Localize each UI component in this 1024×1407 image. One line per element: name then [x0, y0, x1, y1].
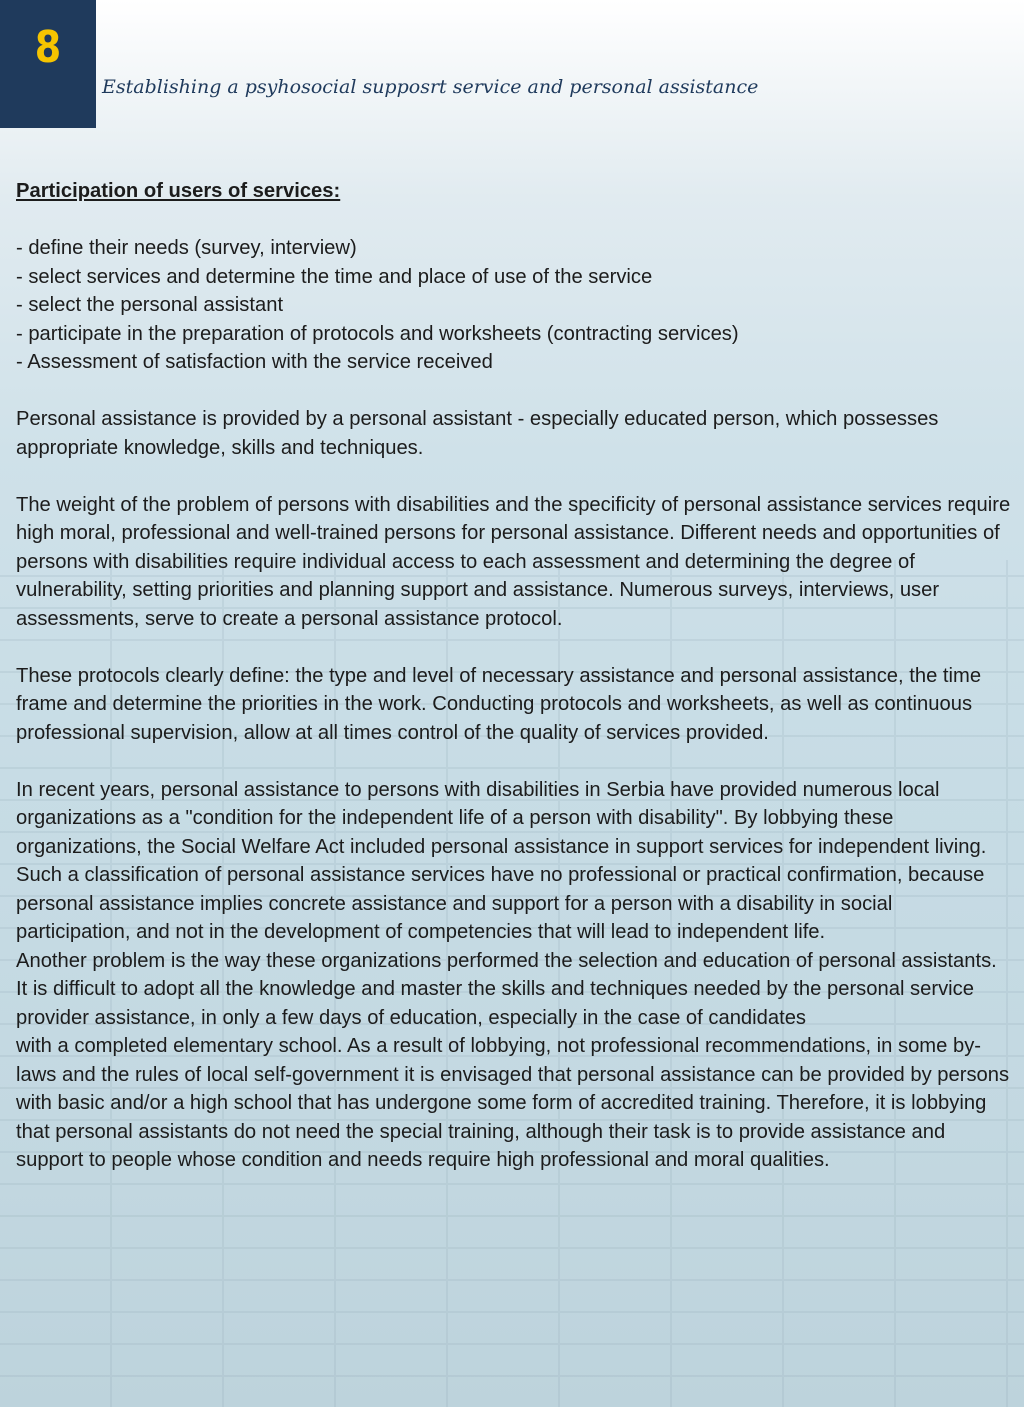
section-heading: Participation of users of services: [16, 180, 341, 202]
list-item: - participate in the preparation of protocols and worksheets (contracting services) [16, 322, 739, 345]
chapter-number: 8 [34, 21, 62, 73]
paragraph-protocols: These protocols clearly define: the type and level of necessary assistance and personal assistance, the time frame and determine the priorities in the work. Conducting protocols and worksheets, as well as continuous professional supervision, allow at all times control of the quality of services provided. [16, 664, 982, 744]
list-item: - Assessment of satisfaction with the service received [16, 351, 493, 373]
paragraph-problem-weight: The weight of the problem of persons with disabilities and the specificity of personal assistance services require high moral, professional and well-trained persons for personal assistance. Different needs and opportunities of persons with disabilities require individual access to each assessment and determining the degree of vulnerability, setting priorities and planning support and assistance. Numerous surveys, interviews, user assessments, serve to create a personal assistance protocol. [16, 493, 1011, 630]
chapter-title: Establishing a psyhosocial supposrt service and personal assistance [102, 76, 759, 98]
paragraph-recent-years: In recent years, personal assistance to persons with disabilities in Serbia have provided numerous local organizations as a "condition for the independent life of a person with disability". By lobbying these organizations, the Social Welfare Act included personal assistance in support services for independent living. Such a classification of personal assistance services have no professional or practical confirmation, because personal assistance implies concrete assistance and support for a person with a disability in social participation, and not in the development of competencies that will lead to independent life. [16, 778, 987, 943]
paragraph-personal-assistance: Personal assistance is provided by a personal assistant - especially educated person, which possesses appropriate knowledge, skills and techniques. [16, 408, 939, 459]
chapter-badge [0, 0, 96, 128]
participation-list [16, 234, 1011, 377]
page-body [16, 177, 1011, 1175]
paragraph-another-problem: Another problem is the way these organizations performed the selection and education of personal assistants. It is difficult to adopt all the knowledge and master the skills and techniques needed by the personal service provider assistance, in only a few days of education, especially in the case of candidates [16, 949, 997, 1029]
list-item: - select services and determine the time and place of use of the service [16, 265, 653, 288]
paragraph-elementary-school: with a completed elementary school. As a result of lobbying, not professional recommendations, in some by-laws and the rules of local self-government it is envisaged that personal assistance can be provided by persons with basic and/or a high school that has undergone some form of accredited training. Therefore, it is lobbying that personal assistants do not need the special training, although their task is to provide assistance and support to people whose condition and needs require high professional and moral qualities. [16, 1035, 1010, 1171]
list-item: - select the personal assistant [16, 294, 284, 316]
list-item: - define their needs (survey, interview) [16, 237, 357, 259]
